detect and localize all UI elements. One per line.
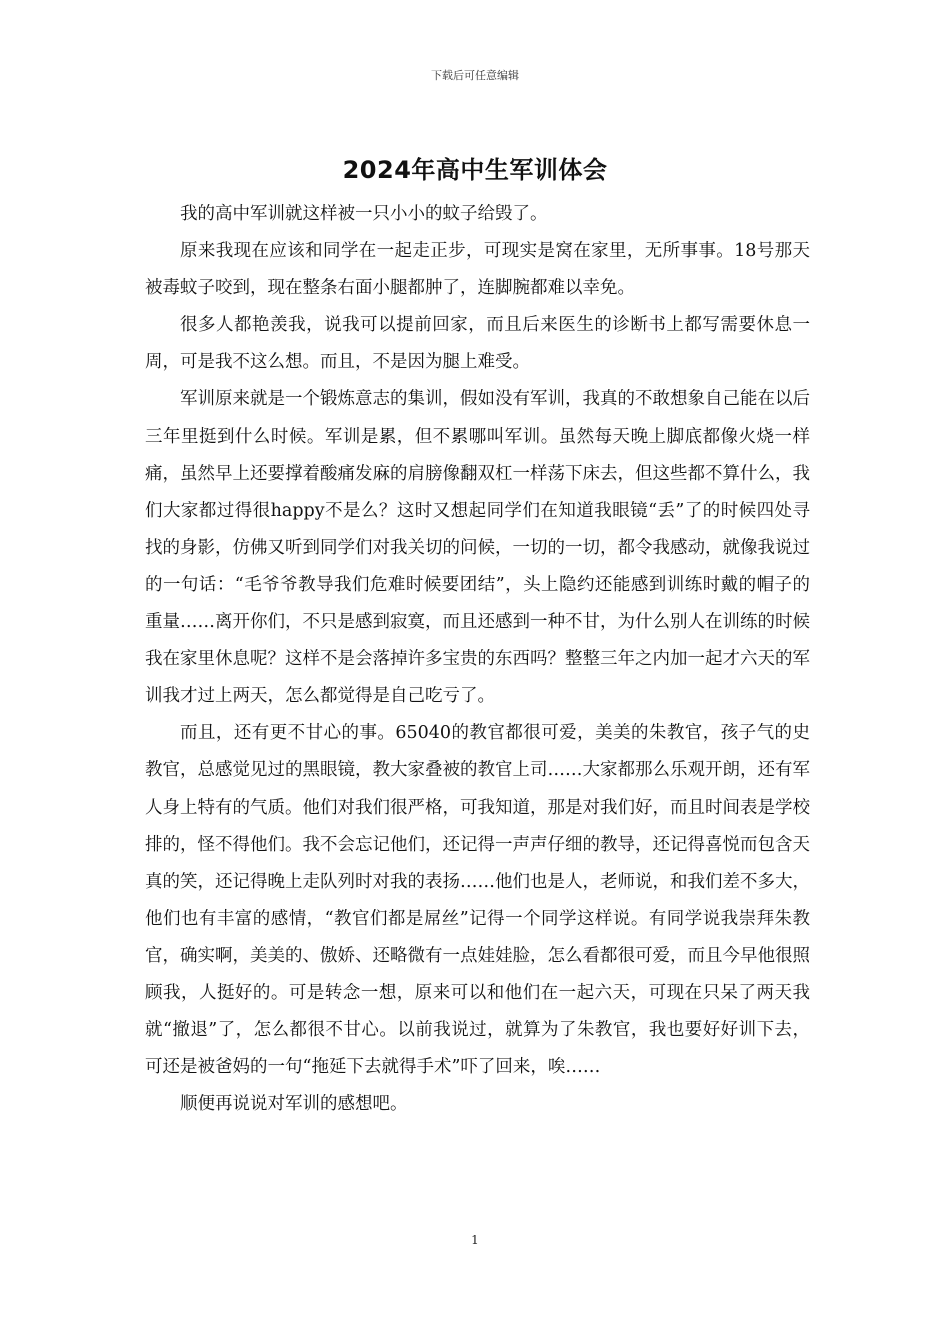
paragraph-1: 我的高中军训就这样被一只小小的蚊子给毁了。 (180, 204, 548, 224)
document-body (145, 196, 810, 1123)
paragraph-4: 军训原来就是一个锻炼意志的集训，假如没有军训，我真的不敢想象自己能在以后三年里挺到什么时候。军训是累，但不累哪叫军训。虽然每天晚上脚底都像火烧一样痛，虽然早上还要撑着酸痛发麻的肩膀像翻双杠一样荡下床去，但这些都不算什么，我们大家都过得很happy不是么？这时又想起同学们在知道我眼镜“丢”了的时候四处寻找的身影，仿佛又听到同学们对我关切的问候，一切的一切，都令我感动，就像我说过的一句话：“毛爷爷教导我们危难时候要团结”，头上隐约还能感到训练时戴的帽子的重量……离开你们，不只是感到寂寞，而且还感到一种不甘，为什么别人在训练的时候我在家里休息呢？这样不是会落掉许多宝贵的东西吗？整整三年之内加一起才六天的军训我才过上两天，怎么都觉得是自己吃亏了。 (145, 389, 810, 707)
paragraph-2: 原来我现在应该和同学在一起走正步，可现实是窝在家里，无所事事。18号那天被毒蚊子咬到，现在整条右面小腿都肿了，连脚腕都难以幸免。 (145, 241, 810, 299)
paragraph-5: 而且，还有更不甘心的事。65040的教官都很可爱，美美的朱教官，孩子气的史教官，总感觉见过的黑眼镜，教大家叠被的教官上司……大家都那么乐观开朗，还有军人身上特有的气质。他们对我们很严格，可我知道，那是对我们好，而且时间表是学校排的，怪不得他们。我不会忘记他们，还记得一声声仔细的教导，还记得喜悦而包含天真的笑，还记得晚上走队列时对我的表扬……他们也是人，老师说，和我们差不多大，他们也有丰富的感情，“教官们都是屌丝”记得一个同学这样说。有同学说我崇拜朱教官，确实啊，美美的、傲娇、还略微有一点娃娃脸，怎么看都很可爱，而且今早他很照顾我，人挺好的。可是转念一想，原来可以和他们在一起六天，可现在只呆了两天我就“撤退”了，怎么都很不甘心。以前我说过，就算为了朱教官，我也要好好训下去，可还是被爸妈的一句“拖延下去就得手术”吓了回来，唉…… (145, 723, 810, 1078)
document-title: 2024年高中生军训体会 (342, 156, 608, 184)
page-number: 1 (471, 1233, 479, 1247)
paragraph-3: 很多人都艳羡我，说我可以提前回家，而且后来医生的诊断书上都写需要休息一周，可是我不这么想。而且，不是因为腿上难受。 (145, 315, 810, 373)
header-note: 下载后可任意编辑 (431, 69, 519, 82)
paragraph-6: 顺便再说说对军训的感想吧。 (180, 1094, 408, 1115)
